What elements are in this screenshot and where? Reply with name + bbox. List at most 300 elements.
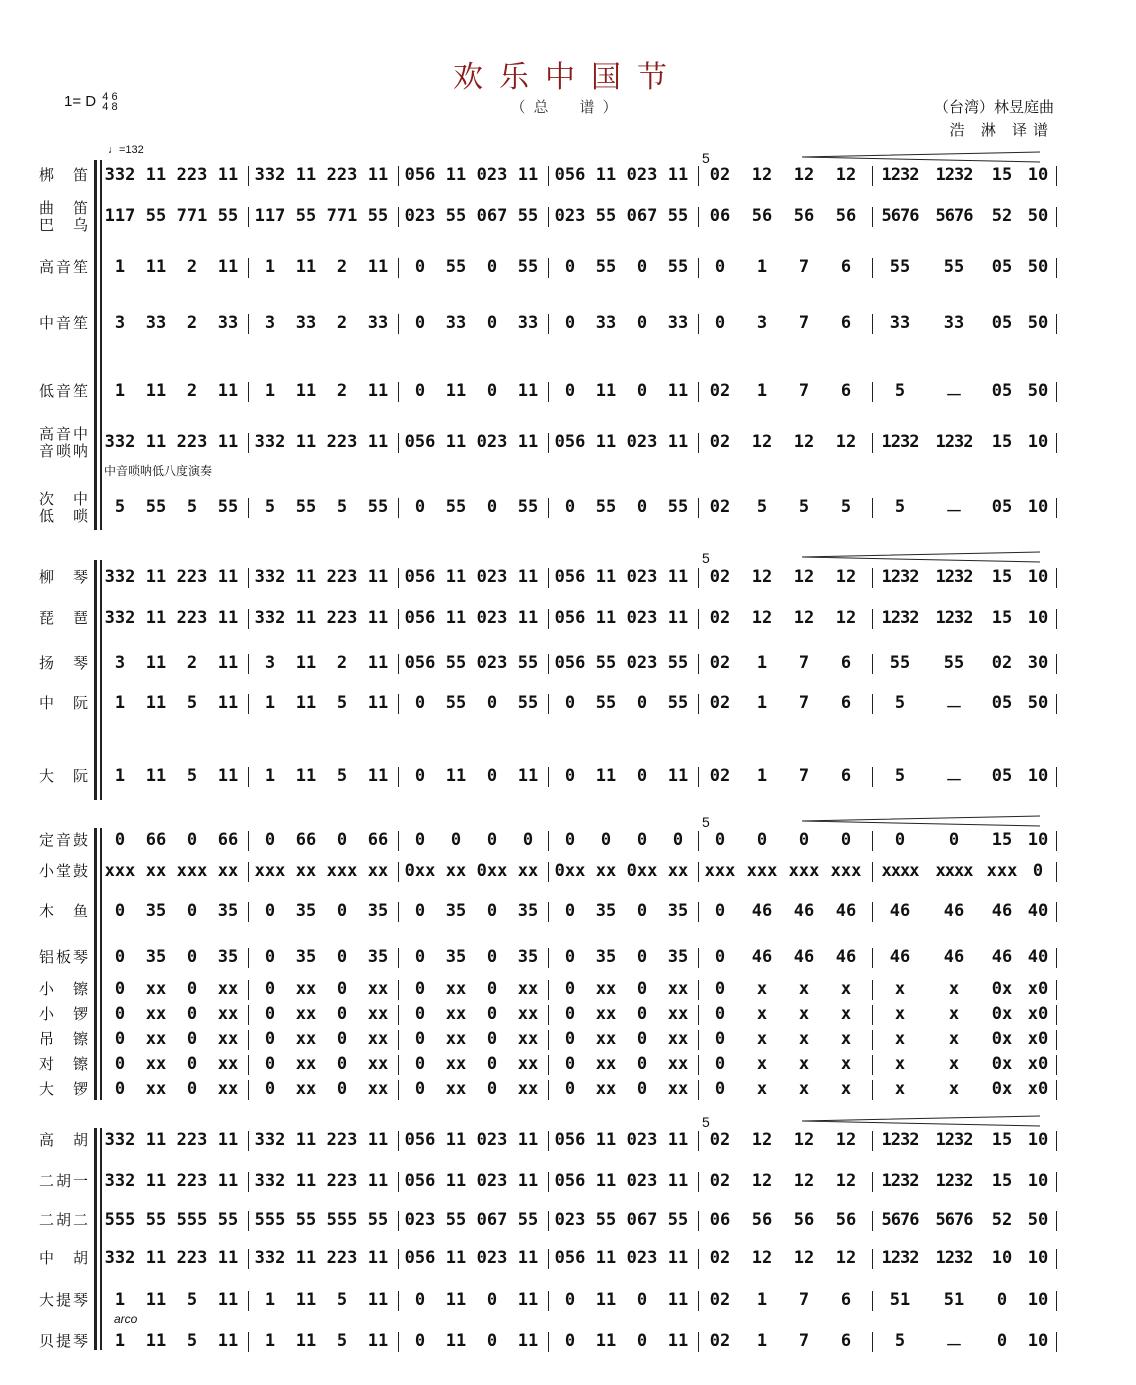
note-cell: 11 bbox=[217, 1331, 239, 1351]
note-cell: 11 bbox=[667, 766, 689, 786]
bar-line bbox=[1056, 980, 1057, 1000]
note-cell: 0 bbox=[714, 1004, 726, 1024]
note-cell: 1 bbox=[756, 693, 768, 713]
bar-line bbox=[698, 1055, 699, 1075]
note-cell: 1 bbox=[756, 1290, 768, 1310]
note-cell: 11 bbox=[367, 653, 389, 673]
note-cell: 11 bbox=[145, 1248, 167, 1268]
note-cell: 11 bbox=[145, 1130, 167, 1150]
bar-line bbox=[872, 609, 873, 629]
note-cell: 0 bbox=[486, 693, 498, 713]
note-cell: 0 bbox=[636, 979, 648, 999]
note-cell: 056 bbox=[404, 165, 436, 185]
note-cell: 023 bbox=[626, 653, 658, 673]
bar-line bbox=[548, 498, 549, 518]
note-cell: 1 bbox=[114, 766, 126, 786]
note-cell: 1 bbox=[264, 766, 276, 786]
bar-line bbox=[248, 314, 249, 334]
note-cell: 1232 bbox=[881, 165, 919, 185]
note-cell: xxx bbox=[704, 861, 736, 881]
note-cell: 0 bbox=[636, 1029, 648, 1049]
note-cell: xx bbox=[145, 1079, 167, 1099]
note-cell: 51 bbox=[889, 1290, 911, 1310]
note-cell: － bbox=[945, 1336, 963, 1356]
note-cell: x bbox=[894, 1004, 906, 1024]
note-cell: 12 bbox=[793, 567, 815, 587]
note-cell: 223 bbox=[326, 1130, 358, 1150]
note-cell: 02 bbox=[709, 381, 731, 401]
note-cell: 11 bbox=[217, 693, 239, 713]
note-cell: 056 bbox=[404, 653, 436, 673]
bar-line bbox=[698, 258, 699, 278]
note-cell: 332 bbox=[254, 1248, 286, 1268]
bar-line bbox=[248, 1249, 249, 1269]
note-cell: 35 bbox=[367, 947, 389, 967]
note-cell: xx bbox=[295, 861, 317, 881]
note-cell: xx bbox=[445, 861, 467, 881]
bar-line bbox=[698, 831, 699, 851]
note-cell: 067 bbox=[626, 1210, 658, 1230]
note-cell: 6 bbox=[840, 381, 852, 401]
bar-line bbox=[248, 767, 249, 787]
bar-line bbox=[398, 767, 399, 787]
note-cell: x bbox=[894, 1079, 906, 1099]
note-cell: x0 bbox=[1027, 1029, 1049, 1049]
note-cell: 55 bbox=[145, 206, 167, 226]
note-cell: xx bbox=[667, 1079, 689, 1099]
note-cell: 332 bbox=[254, 432, 286, 452]
note-cell: 0 bbox=[564, 1029, 576, 1049]
note-cell: 11 bbox=[145, 1171, 167, 1191]
bar-line bbox=[1056, 1131, 1057, 1151]
note-cell: 40 bbox=[1027, 901, 1049, 921]
note-cell: 0 bbox=[414, 1004, 426, 1024]
note-cell: 46 bbox=[793, 901, 815, 921]
bar-line bbox=[248, 1030, 249, 1050]
note-cell: 0 bbox=[264, 1004, 276, 1024]
bar-line bbox=[398, 1249, 399, 1269]
bar-line bbox=[698, 1172, 699, 1192]
note-cell: 12 bbox=[751, 1171, 773, 1191]
note-cell: 33 bbox=[295, 313, 317, 333]
note-cell: 1 bbox=[756, 653, 768, 673]
note-cell: 223 bbox=[326, 432, 358, 452]
note-cell: 11 bbox=[295, 693, 317, 713]
note-cell: 55 bbox=[889, 653, 911, 673]
bar-line bbox=[248, 831, 249, 851]
note-cell: 0 bbox=[114, 901, 126, 921]
note-cell: 11 bbox=[445, 1290, 467, 1310]
note-cell: 33 bbox=[943, 313, 965, 333]
note-cell: 11 bbox=[445, 1248, 467, 1268]
bar-line bbox=[698, 382, 699, 402]
note-cell: 12 bbox=[835, 432, 857, 452]
note-cell: 11 bbox=[517, 1290, 539, 1310]
note-cell: 0 bbox=[486, 901, 498, 921]
note-cell: 55 bbox=[595, 693, 617, 713]
note-cell: 023 bbox=[554, 206, 586, 226]
note-cell: 0 bbox=[840, 830, 852, 850]
note-cell: 11 bbox=[295, 766, 317, 786]
note-cell: 3 bbox=[114, 653, 126, 673]
note-cell: 0 bbox=[996, 1331, 1008, 1351]
bar-line bbox=[398, 948, 399, 968]
bar-line bbox=[548, 1211, 549, 1231]
note-cell: 0 bbox=[486, 313, 498, 333]
arranger: 浩 淋 译谱 bbox=[949, 122, 1054, 139]
note-cell: 0 bbox=[636, 766, 648, 786]
note-cell: 0 bbox=[714, 979, 726, 999]
note-cell: 1 bbox=[756, 381, 768, 401]
note-cell: 1 bbox=[756, 1331, 768, 1351]
note-cell: 6 bbox=[840, 693, 852, 713]
instrument-label: 柳 琴 bbox=[38, 569, 90, 586]
note-cell: 66 bbox=[295, 830, 317, 850]
note-cell: 55 bbox=[445, 1210, 467, 1230]
note-cell: 056 bbox=[404, 1130, 436, 1150]
note-cell: 1232 bbox=[881, 432, 919, 452]
note-cell: 332 bbox=[104, 1248, 136, 1268]
note-cell: 55 bbox=[517, 206, 539, 226]
bar-line bbox=[1056, 314, 1057, 334]
composer: （台湾）林昱庭曲 bbox=[933, 99, 1054, 116]
note-cell: 10 bbox=[1027, 165, 1049, 185]
note-cell: 5 bbox=[894, 497, 906, 517]
note-cell: 46 bbox=[991, 901, 1013, 921]
note-cell: 55 bbox=[217, 1210, 239, 1230]
note-cell: 0 bbox=[486, 1290, 498, 1310]
note-cell: 55 bbox=[517, 693, 539, 713]
note-cell: 02 bbox=[709, 165, 731, 185]
note-cell: 5 bbox=[336, 1290, 348, 1310]
note-cell: 056 bbox=[554, 165, 586, 185]
instrument-label: 定音鼓 bbox=[38, 832, 90, 849]
note-cell: xx bbox=[517, 1054, 539, 1074]
note-cell: 332 bbox=[104, 165, 136, 185]
note-cell: 056 bbox=[554, 1248, 586, 1268]
note-cell: 0 bbox=[114, 979, 126, 999]
note-cell: 0 bbox=[756, 830, 768, 850]
bar-line bbox=[1056, 902, 1057, 922]
note-cell: 023 bbox=[626, 608, 658, 628]
note-cell: 30 bbox=[1027, 653, 1049, 673]
note-cell: 11 bbox=[217, 567, 239, 587]
note-cell: 2 bbox=[336, 381, 348, 401]
note-cell: 0 bbox=[336, 947, 348, 967]
note-cell: 1 bbox=[264, 1290, 276, 1310]
note-cell: 12 bbox=[793, 1130, 815, 1150]
key-signature bbox=[64, 92, 118, 112]
note-cell: 067 bbox=[476, 1210, 508, 1230]
note-cell: x bbox=[798, 1054, 810, 1074]
note-cell: 06 bbox=[709, 206, 731, 226]
note-cell: 50 bbox=[1027, 313, 1049, 333]
instrument-label: 高音中 音唢呐 bbox=[38, 426, 90, 460]
note-cell: 05 bbox=[991, 497, 1013, 517]
note-cell: xx bbox=[145, 1029, 167, 1049]
note-cell: 1232 bbox=[881, 1171, 919, 1191]
instrument-label: 次 中 低 唢 bbox=[38, 491, 90, 525]
note-cell: 056 bbox=[404, 608, 436, 628]
note-cell: 0 bbox=[336, 1004, 348, 1024]
note-cell: 11 bbox=[217, 1130, 239, 1150]
note-cell: x bbox=[894, 1054, 906, 1074]
bar-line bbox=[1056, 1211, 1057, 1231]
note-cell: 12 bbox=[793, 1248, 815, 1268]
note-cell: 05 bbox=[991, 313, 1013, 333]
note-cell: 0 bbox=[186, 901, 198, 921]
note-cell: 12 bbox=[835, 165, 857, 185]
note-cell: 55 bbox=[295, 497, 317, 517]
bar-line bbox=[548, 767, 549, 787]
note-cell: 067 bbox=[476, 206, 508, 226]
note-cell: xx bbox=[217, 1079, 239, 1099]
bar-line bbox=[1056, 382, 1057, 402]
note-cell: 7 bbox=[798, 257, 810, 277]
bar-line bbox=[548, 862, 549, 882]
note-cell: 12 bbox=[793, 608, 815, 628]
note-cell: 05 bbox=[991, 766, 1013, 786]
bar-line bbox=[698, 948, 699, 968]
note-cell: 11 bbox=[217, 432, 239, 452]
bar-line bbox=[398, 831, 399, 851]
note-cell: 50 bbox=[1027, 206, 1049, 226]
bar-line bbox=[698, 1332, 699, 1352]
bar-line bbox=[872, 1055, 873, 1075]
bar-line bbox=[248, 1172, 249, 1192]
note-cell: 0 bbox=[186, 979, 198, 999]
note-cell: 3 bbox=[264, 313, 276, 333]
bar-line bbox=[1056, 498, 1057, 518]
bar-line bbox=[698, 1249, 699, 1269]
note-cell: xx bbox=[595, 861, 617, 881]
bar-line bbox=[1056, 1055, 1057, 1075]
note-cell: 0 bbox=[996, 1290, 1008, 1310]
bar-line bbox=[698, 498, 699, 518]
bar-line bbox=[248, 1055, 249, 1075]
note-cell: 223 bbox=[326, 165, 358, 185]
note-cell: 0 bbox=[114, 1029, 126, 1049]
note-cell: 023 bbox=[626, 165, 658, 185]
note-cell: 50 bbox=[1027, 381, 1049, 401]
note-cell: 10 bbox=[1027, 567, 1049, 587]
bar-line bbox=[248, 609, 249, 629]
note-cell: 555 bbox=[326, 1210, 358, 1230]
bar-line bbox=[698, 1080, 699, 1100]
note-cell: 0 bbox=[1032, 861, 1044, 881]
note-cell: 1 bbox=[264, 1331, 276, 1351]
note-cell: 5 bbox=[336, 1331, 348, 1351]
note-cell: 11 bbox=[667, 608, 689, 628]
bar-line bbox=[548, 568, 549, 588]
note-cell: 11 bbox=[217, 1290, 239, 1310]
performance-note: 中音唢呐低八度演奏 bbox=[104, 464, 213, 478]
note-cell: 33 bbox=[667, 313, 689, 333]
crescendo-hairpin bbox=[800, 151, 1050, 163]
note-cell: 023 bbox=[626, 1130, 658, 1150]
note-cell: 0 bbox=[714, 1029, 726, 1049]
note-cell: xx bbox=[595, 1004, 617, 1024]
note-cell: 11 bbox=[595, 432, 617, 452]
note-cell: 12 bbox=[835, 1130, 857, 1150]
note-cell: 35 bbox=[595, 947, 617, 967]
note-cell: 33 bbox=[595, 313, 617, 333]
note-cell: 5 bbox=[186, 693, 198, 713]
note-cell: 7 bbox=[798, 1290, 810, 1310]
bar-line bbox=[872, 1131, 873, 1151]
note-cell: 12 bbox=[751, 1130, 773, 1150]
note-cell: 223 bbox=[176, 165, 208, 185]
note-cell: 0 bbox=[486, 381, 498, 401]
note-cell: 46 bbox=[751, 947, 773, 967]
note-cell: xxx bbox=[746, 861, 778, 881]
bar-line bbox=[398, 568, 399, 588]
note-cell: 11 bbox=[367, 608, 389, 628]
note-cell: x bbox=[840, 979, 852, 999]
note-cell: 55 bbox=[217, 206, 239, 226]
note-cell: xx bbox=[295, 1029, 317, 1049]
note-cell: 6 bbox=[840, 766, 852, 786]
note-cell: x bbox=[756, 1029, 768, 1049]
note-cell: x bbox=[840, 1004, 852, 1024]
note-cell: 11 bbox=[667, 432, 689, 452]
note-cell: 1232 bbox=[935, 1130, 973, 1150]
note-cell: xx bbox=[667, 979, 689, 999]
bar-line bbox=[698, 862, 699, 882]
note-cell: 5 bbox=[894, 381, 906, 401]
measure-number: 5 bbox=[702, 1114, 710, 1130]
note-cell: xx bbox=[367, 1004, 389, 1024]
note-cell: 11 bbox=[445, 432, 467, 452]
note-cell: 11 bbox=[367, 766, 389, 786]
note-cell: 0 bbox=[414, 766, 426, 786]
bar-line bbox=[698, 694, 699, 714]
crescendo-hairpin bbox=[800, 815, 1050, 827]
note-cell: 11 bbox=[217, 257, 239, 277]
note-cell: 023 bbox=[476, 567, 508, 587]
measure-number: 5 bbox=[702, 550, 710, 566]
note-cell: 0 bbox=[114, 1079, 126, 1099]
note-cell: 5 bbox=[336, 693, 348, 713]
note-cell: 11 bbox=[295, 257, 317, 277]
bar-line bbox=[872, 314, 873, 334]
note-cell: 02 bbox=[709, 1248, 731, 1268]
note-cell: 11 bbox=[295, 1130, 317, 1150]
bar-line bbox=[248, 433, 249, 453]
note-cell: 0 bbox=[636, 381, 648, 401]
note-cell: 2 bbox=[336, 257, 348, 277]
note-cell: 35 bbox=[145, 901, 167, 921]
note-cell: 56 bbox=[793, 1210, 815, 1230]
note-cell: 11 bbox=[367, 693, 389, 713]
note-cell: 0 bbox=[636, 1290, 648, 1310]
bar-line bbox=[548, 314, 549, 334]
note-cell: 55 bbox=[943, 257, 965, 277]
note-cell: 1232 bbox=[935, 1171, 973, 1191]
bar-line bbox=[548, 694, 549, 714]
crescendo-hairpin bbox=[800, 1115, 1050, 1127]
note-cell: 223 bbox=[326, 608, 358, 628]
note-cell: 12 bbox=[751, 1248, 773, 1268]
note-cell: 0 bbox=[414, 901, 426, 921]
bar-line bbox=[248, 862, 249, 882]
note-cell: 2 bbox=[186, 313, 198, 333]
note-cell: 12 bbox=[751, 432, 773, 452]
bar-line bbox=[548, 831, 549, 851]
bar-line bbox=[398, 314, 399, 334]
note-cell: － bbox=[945, 386, 963, 406]
bar-line bbox=[398, 166, 399, 186]
note-cell: 056 bbox=[404, 1248, 436, 1268]
key-label: 1= D bbox=[64, 92, 97, 110]
note-cell: 35 bbox=[295, 901, 317, 921]
bar-line bbox=[1056, 1332, 1057, 1352]
note-cell: 11 bbox=[445, 1331, 467, 1351]
note-cell: 056 bbox=[554, 608, 586, 628]
note-cell: 0 bbox=[414, 313, 426, 333]
bar-line bbox=[548, 1080, 549, 1100]
note-cell: 0 bbox=[114, 1054, 126, 1074]
note-cell: 40 bbox=[1027, 947, 1049, 967]
note-cell: 0 bbox=[264, 947, 276, 967]
note-cell: 7 bbox=[798, 653, 810, 673]
note-cell: 15 bbox=[991, 567, 1013, 587]
note-cell: 0 bbox=[564, 257, 576, 277]
note-cell: 0 bbox=[414, 947, 426, 967]
note-cell: 11 bbox=[595, 1130, 617, 1150]
note-cell: 5 bbox=[114, 497, 126, 517]
note-cell: 46 bbox=[943, 947, 965, 967]
bar-line bbox=[398, 980, 399, 1000]
note-cell: 11 bbox=[295, 1290, 317, 1310]
note-cell: 0xx bbox=[476, 861, 508, 881]
note-cell: xx bbox=[667, 1054, 689, 1074]
note-cell: 7 bbox=[798, 766, 810, 786]
note-cell: 555 bbox=[176, 1210, 208, 1230]
note-cell: xxxx bbox=[881, 861, 919, 881]
note-cell: xx bbox=[667, 1029, 689, 1049]
note-cell: 0 bbox=[714, 313, 726, 333]
bar-line bbox=[548, 1030, 549, 1050]
note-cell: 12 bbox=[751, 567, 773, 587]
note-cell: 1 bbox=[264, 257, 276, 277]
note-cell: xx bbox=[595, 1054, 617, 1074]
note-cell: 11 bbox=[145, 693, 167, 713]
note-cell: 15 bbox=[991, 830, 1013, 850]
note-cell: xx bbox=[445, 1004, 467, 1024]
note-cell: 33 bbox=[445, 313, 467, 333]
note-cell: 0 bbox=[114, 1004, 126, 1024]
note-cell: 0x bbox=[991, 979, 1013, 999]
note-cell: 0 bbox=[714, 257, 726, 277]
note-cell: 0x bbox=[991, 1004, 1013, 1024]
bar-line bbox=[248, 498, 249, 518]
note-cell: 023 bbox=[626, 432, 658, 452]
note-cell: 0 bbox=[714, 901, 726, 921]
note-cell: 02 bbox=[709, 497, 731, 517]
note-cell: 0 bbox=[636, 901, 648, 921]
note-cell: 0 bbox=[264, 1079, 276, 1099]
note-cell: 0 bbox=[486, 947, 498, 967]
time-bottom: 4 8 bbox=[102, 101, 118, 113]
note-cell: 12 bbox=[835, 608, 857, 628]
bar-line bbox=[872, 1030, 873, 1050]
note-cell: 11 bbox=[367, 432, 389, 452]
bar-line bbox=[548, 1055, 549, 1075]
note-cell: 0 bbox=[564, 381, 576, 401]
note-cell: 02 bbox=[709, 653, 731, 673]
note-cell: xx bbox=[445, 1079, 467, 1099]
